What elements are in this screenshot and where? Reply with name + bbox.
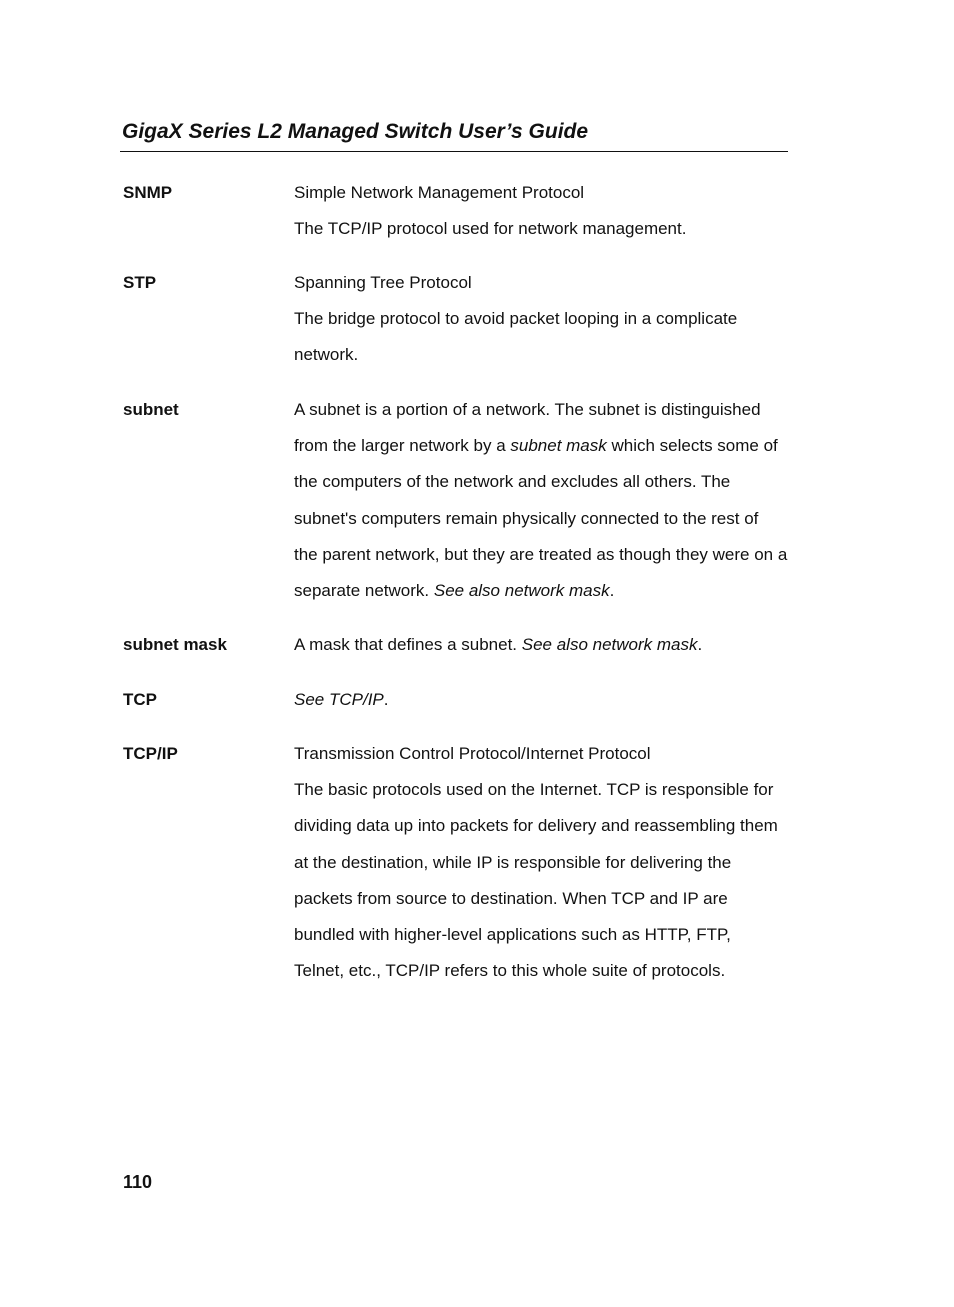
glossary-definition xyxy=(294,736,794,989)
definition-line: subnet's computers remain physically connected to the rest of xyxy=(294,508,759,528)
definition-line: dividing data up into packets for delivery and reassembling them xyxy=(294,816,778,836)
glossary-definition xyxy=(294,392,794,609)
definition-line: Telnet, etc., TCP/IP refers to this whole suite of protocols. xyxy=(294,961,726,981)
glossary-definition xyxy=(294,175,794,247)
definition-line: The TCP/IP protocol used for network management. xyxy=(294,219,687,239)
glossary-definition xyxy=(294,265,794,374)
glossary-definition xyxy=(294,627,794,663)
definition-line: the computers of the network and excludes all others. The xyxy=(294,472,731,492)
definition-line: See TCP/IP. xyxy=(294,690,389,709)
definition-line: Spanning Tree Protocol xyxy=(294,273,472,292)
definition-line: Simple Network Management Protocol xyxy=(294,183,585,202)
definition-line: The basic protocols used on the Internet. TCP is responsible for xyxy=(294,780,774,800)
definition-line: The bridge protocol to avoid packet looping in a complicate xyxy=(294,309,738,329)
definition-line: network. xyxy=(294,345,359,365)
glossary-definition xyxy=(294,682,794,718)
definition-line: A subnet is a portion of a network. The subnet is distinguished xyxy=(294,400,761,419)
definition-line: Transmission Control Protocol/Internet Protocol xyxy=(294,744,651,763)
glossary-term: STP xyxy=(123,273,157,292)
definition-line: from the larger network by a subnet mask which selects some of xyxy=(294,436,778,456)
definition-line: A mask that defines a subnet. See also network mask. xyxy=(294,635,703,654)
glossary-term: TCP xyxy=(123,690,157,709)
definition-line: bundled with higher-level applications such as HTTP, FTP, xyxy=(294,925,731,945)
definition-line: the parent network, but they are treated as though they were on a xyxy=(294,544,788,564)
glossary-term: subnet mask xyxy=(123,635,227,654)
page-number: 110 xyxy=(123,1172,153,1192)
definition-line: at the destination, while IP is responsible for delivering the xyxy=(294,852,732,872)
definition-line: packets from source to destination. When TCP and IP are xyxy=(294,888,728,908)
glossary-term: subnet xyxy=(123,400,179,419)
header-rule xyxy=(120,151,788,152)
glossary-term: SNMP xyxy=(123,183,173,202)
page-title: GigaX Series L2 Managed Switch User’s Guide xyxy=(122,120,589,143)
definition-line: separate network. See also network mask. xyxy=(294,581,615,601)
glossary-term: TCP/IP xyxy=(123,744,178,763)
